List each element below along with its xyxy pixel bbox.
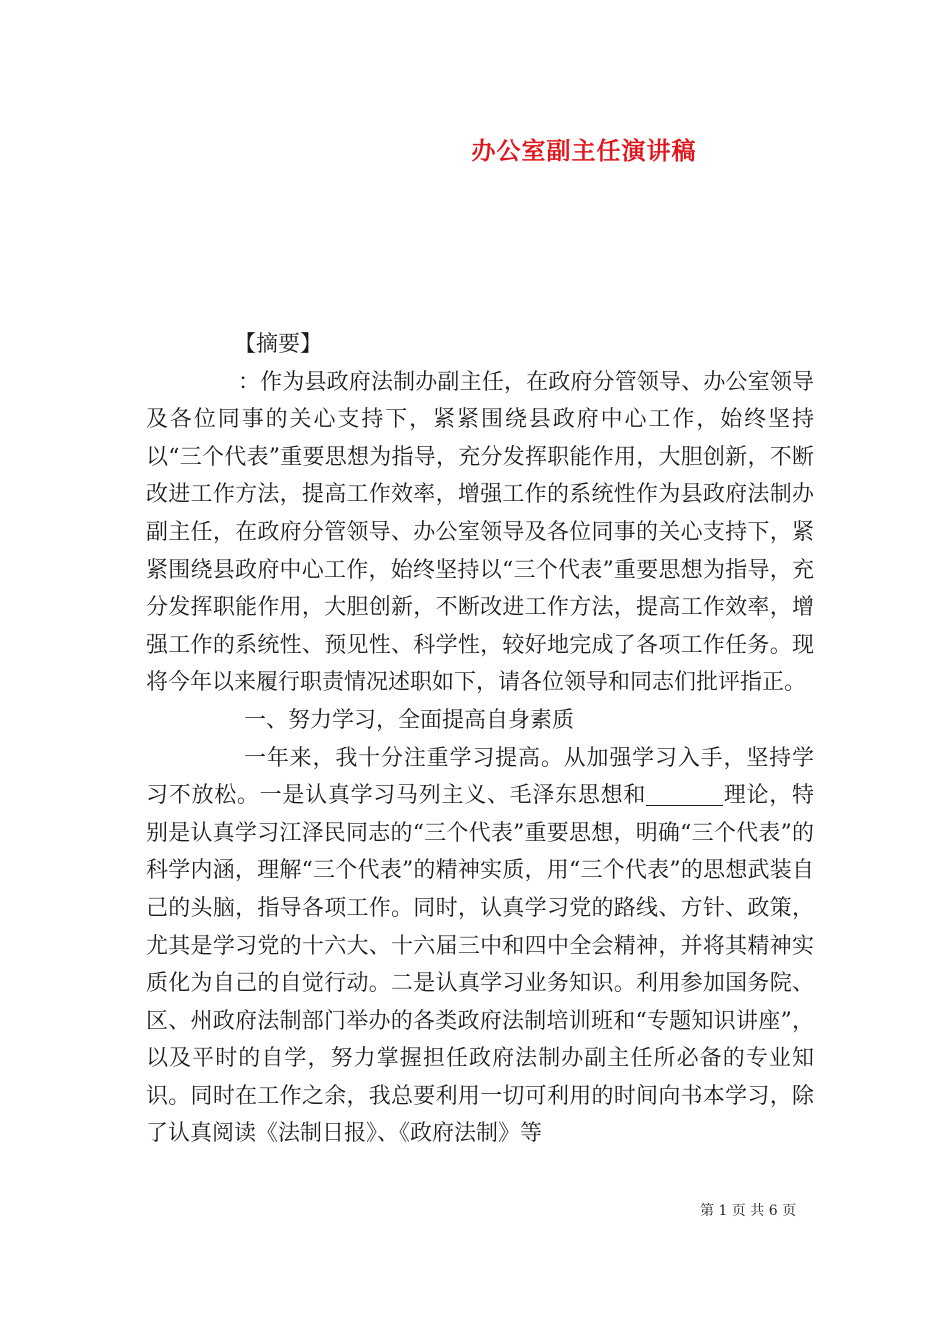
fill-in-blank — [646, 783, 723, 806]
abstract-text: ：作为县政府法制办副主任，在政府分管领导、办公室领导及各位同事的关心支持下，紧紧围绕县政府中心工作，始终坚持以“三个代表”重要思想为指导，充分发挥职能作用，大胆创新，不断改进工作方法，提高工作效率，增强工作的系统性作为县政府法制办副主任，在政府分管领导、办公室领导及各位同事的关心支持下，紧紧围绕县政府中心工作，始终坚持以“三个代表”重要思想为指导，充分发挥职能作用，大胆创新，不断改进工作方法，提高工作效率，增强工作的系统性、预见性、科学性，较好地完成了各项工作任务。现将今年以来履行职责情况述职如下，请各位领导和同志们批评指正。 — [146, 369, 814, 696]
body-paragraph — [146, 740, 814, 1154]
paragraph-text-end: 理论，特别是认真学习江泽民同志的“三个代表”重要思想，明确“三个代表”的科学内涵，理解“三个代表”的精神实质，用“三个代表”的思想武装自己的头脑，指导各项工作。同时，认真学习党的路线、方针、政策，尤其是学习党的十六大、十六届三中和四中全会精神，并将其精神实质化为自己的自觉行动。二是认真学习业务知识。利用参加国务院、区、州政府法制部门举办的各类政府法制培训班和“专题知识讲座”，以及平时的自学，努力掌握担任政府法制办副主任所必备的专业知识。同时在工作之余，我总要利用一切可利用的时间向书本学习，除了认真阅读《法制日报》、《政府法制》等 — [146, 783, 814, 1147]
document-body — [146, 326, 814, 1153]
page-number-footer: 第 1 页 共 6 页 — [700, 1203, 797, 1219]
document-title: 办公室副主任演讲稿 — [471, 136, 697, 165]
paragraph-text-start: 一年来，我十分注重学习提高。从加强学习入手，坚持学习不放松。一是认真学习马列主义、毛泽东思想和 — [146, 745, 814, 809]
section-heading: 一、努力学习，全面提高自身素质 — [244, 707, 575, 733]
abstract-label: 【摘要】 — [234, 332, 323, 357]
